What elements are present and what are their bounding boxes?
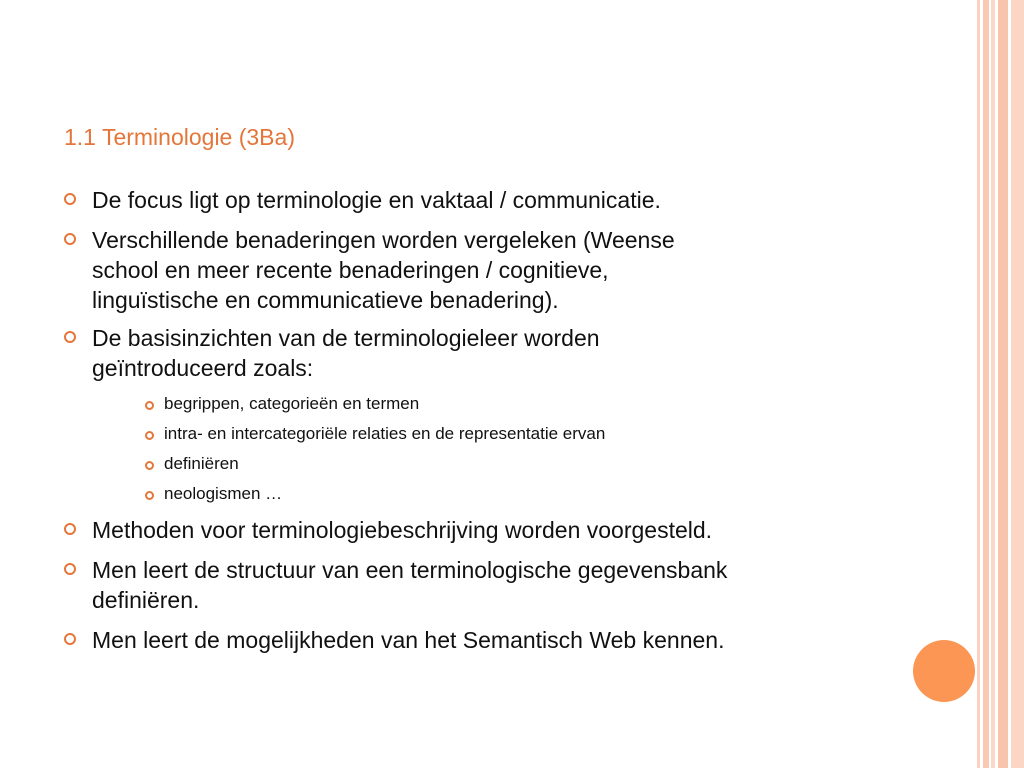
bullet-text: Verschillende benaderingen worden vergeleken (Weense [92,227,675,253]
decorative-stripe [977,0,980,768]
bullet-marker-icon [64,563,76,575]
bullet-text: geïntroduceerd zoals: [92,355,314,381]
sub-bullet-item: neologismen … [164,484,283,503]
bullet-item [92,555,892,615]
sub-bullet-item: definiëren [164,454,239,473]
sub-bullet-marker-icon [145,431,154,440]
bullet-item [92,323,892,383]
bullet-text: Men leert de mogelijkheden van het Semantisch Web kennen. [92,627,725,653]
sub-bullet-item: intra- en intercategoriële relaties en de representatie ervan [164,424,606,443]
decorative-stripe [983,0,989,768]
sub-bullet-marker-icon [145,401,154,410]
slide-title: 1.1 Terminologie (3Ba) [64,124,295,150]
bullet-text: Methoden voor terminologiebeschrijving worden voorgesteld. [92,517,713,543]
sub-bullet-marker-icon [145,491,154,500]
decorative-stripe [1011,0,1024,768]
bullet-text: De basisinzichten van de terminologieleer worden [92,325,600,351]
decorative-stripe [998,0,1008,768]
bullet-item [92,625,892,655]
bullet-marker-icon [64,233,76,245]
bullet-marker-icon [64,193,76,205]
sub-bullet-item: begrippen, categorieën en termen [164,394,420,413]
bullet-text: school en meer recente benaderingen / cognitieve, [92,257,609,283]
bullet-text: Men leert de structuur van een terminologische gegevensbank [92,557,728,583]
bullet-item [92,185,892,215]
bullet-marker-icon [64,633,76,645]
bullet-item [92,225,892,315]
bullet-text: De focus ligt op terminologie en vaktaal / communicatie. [92,187,661,213]
sub-bullet-marker-icon [145,461,154,470]
bullet-text: definiëren. [92,587,200,613]
bullet-text: linguïstische en communicatieve benadering). [92,287,559,313]
decorative-stripe [991,0,995,768]
bullet-marker-icon [64,523,76,535]
bullet-item [92,515,892,545]
decorative-circle [913,640,975,702]
bullet-marker-icon [64,331,76,343]
